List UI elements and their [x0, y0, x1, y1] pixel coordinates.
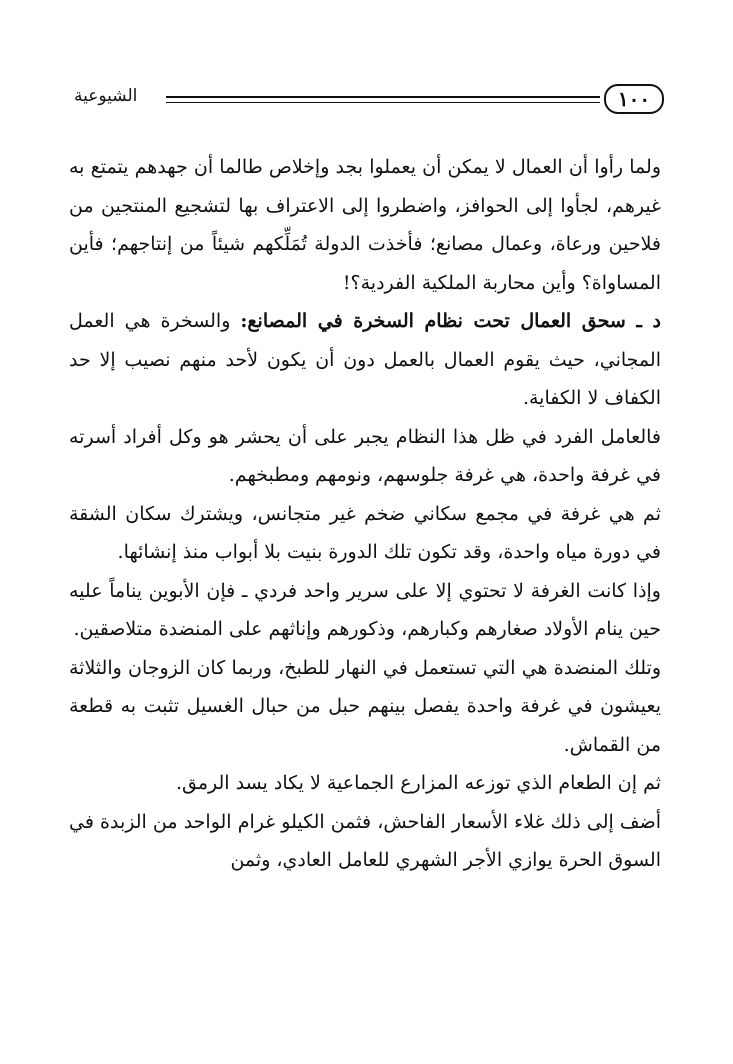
paragraph-8	[69, 803, 661, 880]
paragraph-2	[69, 302, 661, 418]
page-number: ١٠٠	[604, 84, 664, 114]
section-heading: د ـ سحق العمال تحت نظام السخرة في المصانع:	[240, 310, 661, 332]
paragraph-text: ثم هي غرفة في مجمع سكاني ضخم غير متجانس، ويشترك سكان الشقة في دورة مياه واحدة، وقد تكون تلك الدورة بنيت بلا أبواب منذ إنشائها.	[69, 502, 661, 563]
paragraph-text: ولما رأوا أن العمال لا يمكن أن يعملوا بجد وإخلاص طالما أن جهدهم يتمتع به غيرهم، لجأوا إلى الحوافز، واضطروا إلى الاعتراف بها لتشجيع المنتجين من فلاحين ورعاة، وعمال مصانع؛ فأخذت الدولة تُمَلِّكهم شيئاً من إنتاجهم؛ فأين المساواة؟ وأين محاربة الملكية الفردية؟!	[69, 156, 661, 294]
paragraph-text: ثم إن الطعام الذي توزعه المزارع الجماعية لا يكاد يسد الرمق.	[175, 772, 661, 794]
paragraph-text: وإذا كانت الغرفة لا تحتوي إلا على سرير واحد فردي ـ فإن الأبوين يناماً عليه حين ينام الأولاد صغارهم وكبارهم، وذكورهم وإناثهم على المنضدة متلاصقين.	[69, 579, 661, 640]
paragraph-6	[69, 649, 661, 765]
paragraph-text: أضف إلى ذلك غلاء الأسعار الفاحش، فثمن الكيلو غرام الواحد من الزبدة في السوق الحرة يوازي الأجر الشهري للعامل العادي، وثمن	[69, 810, 661, 871]
paragraph-1	[69, 148, 661, 302]
running-title: الشيوعية	[74, 86, 138, 106]
paragraph-5	[69, 572, 661, 649]
header-rule	[166, 96, 600, 98]
paragraph-text: والسخرة هي العمل المجاني، حيث يقوم العمال بالعمل دون أن يكون لأحد منهم نصيب إلا حد الكفاف لا الكفاية.	[69, 310, 661, 409]
page-header	[74, 80, 664, 120]
paragraph-3	[69, 418, 661, 495]
header-rule-thin	[166, 102, 600, 103]
paragraph-4	[69, 495, 661, 572]
body-text	[69, 148, 661, 880]
paragraph-text: وتلك المنضدة هي التي تستعمل في النهار للطبخ، وربما كان الزوجان والثلاثة يعيشون في غرفة واحدة يفصل بينهم حبل من حبال الغسيل تثبت به قطعة من القماش.	[69, 656, 661, 756]
paragraph-text: فالعامل الفرد في ظل هذا النظام يجبر على أن يحشر هو وكل أفراد أسرته في غرفة واحدة، هي غرفة جلوسهم، ونومهم ومطبخهم.	[69, 425, 661, 486]
paragraph-7	[69, 764, 661, 803]
